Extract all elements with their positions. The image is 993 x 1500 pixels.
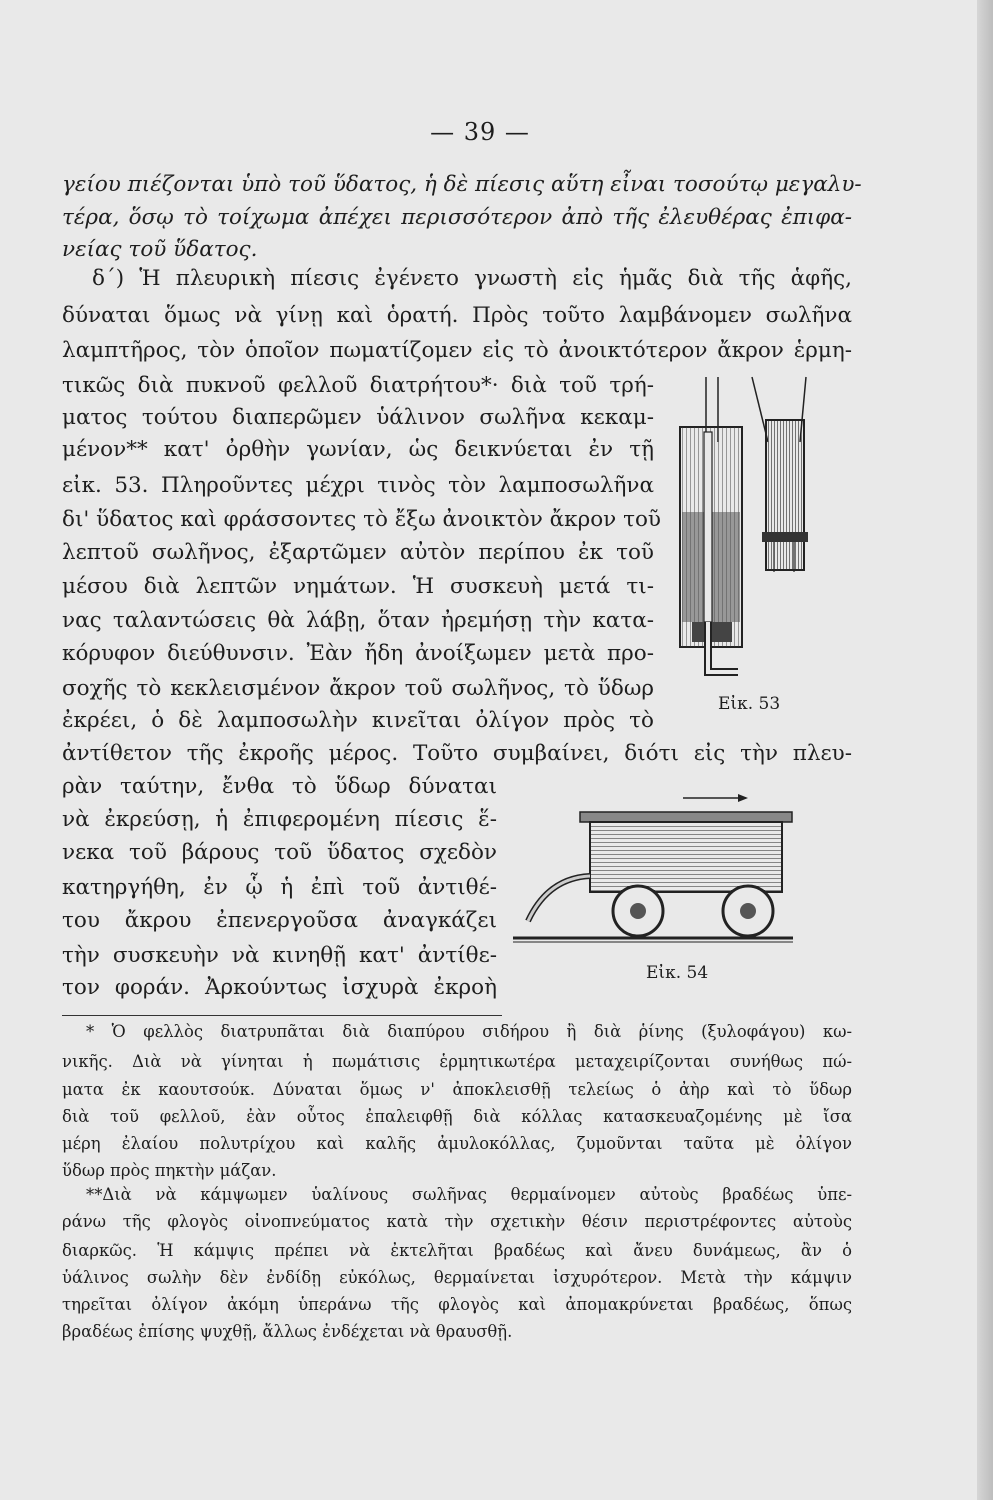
- footnote-line: * Ὁ φελλὸς διατρυπᾶται διὰ διαπύρου σιδήρου ἢ διὰ ῥίνης (ξυλοφάγου) κω-: [86, 1022, 852, 1041]
- body-line: δύναται ὅμως νὰ γίνῃ καὶ ὁρατή. Πρὸς τοῦτο λαμβάνομεν σωλῆνα: [62, 303, 852, 328]
- footnote-line: ματα ἐκ καουτσούκ. Δύναται ὅμως ν' ἀποκλεισθῇ τελείως ὁ ἀὴρ καὶ τὸ ὕδωρ: [62, 1080, 852, 1099]
- figure-54-caption: Εἰκ. 54: [646, 963, 709, 983]
- footnote-line: μέρη ἐλαίου πολυτρίχου καὶ καλῆς ἀμυλοκόλλας, ζυμοῦνται ταῦτα μὲ ὀλίγον: [62, 1134, 852, 1153]
- body-line: μέσου διὰ λεπτῶν νημάτων. Ἡ συσκευὴ μετά τι-: [62, 574, 654, 599]
- body-line: τικῶς διὰ πυκνοῦ φελλοῦ διατρήτου*· διὰ τοῦ τρή-: [62, 373, 654, 398]
- body-line: μένον** κατ' ὀρθὴν γωνίαν, ὡς δεικνύεται ἐν τῇ: [62, 437, 654, 462]
- body-line: ρὰν ταύτην, ἔνθα τὸ ὕδωρ δύναται: [62, 774, 497, 799]
- body-line: του ἄκρου ἐπενεργοῦσα ἀναγκάζει: [62, 908, 497, 933]
- body-line: νας ταλαντώσεις θὰ λάβῃ, ὅταν ἠρεμήσῃ τὴν κατα-: [62, 608, 654, 633]
- body-line: τὴν συσκευὴν νὰ κινηθῇ κατ' ἀντίθε-: [62, 943, 497, 968]
- body-line: ματος τούτου διαπερῶμεν ὑάλινον σωλῆνα κεκαμ-: [62, 405, 654, 430]
- body-line: νεκα τοῦ βάρους τοῦ ὕδατος σχεδὸν: [62, 840, 497, 865]
- body-line: τον φοράν. Ἀρκούντως ἰσχυρὰ ἐκροὴ: [62, 975, 497, 1000]
- footnote-line: διὰ τοῦ φελλοῦ, ἐὰν οὗτος ἐπαλειφθῇ διὰ κόλλας κατασκευαζομένης μὲ ἴσα: [62, 1107, 852, 1126]
- figure-54-illustration: [508, 786, 798, 951]
- footnote-line: νικῆς. Διὰ νὰ γίνηται ἡ πωμάτισις ἑρμητικωτέρα μεταχειρίζονται συνήθως πώ-: [62, 1052, 852, 1071]
- body-line: νείας τοῦ ὕδατος.: [62, 237, 258, 262]
- body-line: σοχῆς τὸ κεκλεισμένον ἄκρον τοῦ σωλῆνος, τὸ ὕδωρ: [62, 676, 654, 701]
- page-number: — 39 —: [430, 118, 530, 146]
- footnote-line: ράνω τῆς φλογὸς οἰνοπνεύματος κατὰ τὴν σχετικὴν θέσιν περιστρέφοντες αὐτοὺς: [62, 1212, 852, 1231]
- body-line: δι' ὕδατος καὶ φράσσοντες τὸ ἔξω ἀνοικτὸν ἄκρον τοῦ: [62, 507, 661, 532]
- body-line: ἐκρέει, ὁ δὲ λαμποσωλὴν κινεῖται ὀλίγον πρὸς τὸ: [62, 708, 654, 733]
- footnote-line: **Διὰ νὰ κάμψωμεν ὑαλίνους σωλῆνας θερμαίνομεν αὐτοὺς βραδέως ὑπε-: [86, 1185, 852, 1204]
- footnote-line: διαρκῶς. Ἡ κάμψις πρέπει νὰ ἐκτελῆται βραδέως καὶ ἄνευ δυνάμεως, ἂν ὁ: [62, 1241, 852, 1260]
- body-line: εἰκ. 53. Πληροῦντες μέχρι τινὸς τὸν λαμποσωλῆνα: [62, 473, 654, 498]
- body-line: δ΄) Ἡ πλευρικὴ πίεσις ἐγένετο γνωστὴ εἰς ἡμᾶς διὰ τῆς ἁφῆς,: [92, 266, 852, 291]
- body-line: γείου πιέζονται ὑπὸ τοῦ ὕδατος, ἡ δὲ πίεσις αὕτη εἶναι τοσούτῳ μεγαλυ-: [62, 172, 862, 197]
- footnote-line: ὑάλινος σωλὴν δὲν ἐνδίδῃ εὐκόλως, θερμαίνεται ἰσχυρότερον. Μετὰ τὴν κάμψιν: [62, 1268, 852, 1287]
- body-line: ἀντίθετον τῆς ἐκροῆς μέρος. Τοῦτο συμβαίνει, διότι εἰς τὴν πλευ-: [62, 741, 852, 766]
- body-line: κατηργήθη, ἐν ᾧ ἡ ἐπὶ τοῦ ἀντιθέ-: [62, 875, 497, 900]
- page-edge: [977, 0, 993, 1500]
- footnote-rule: [62, 1015, 502, 1016]
- figure-53-caption: Εἰκ. 53: [718, 694, 781, 714]
- body-line: κόρυφον διεύθυνσιν. Ἐὰν ἤδη ἀνοίξωμεν μετὰ προ-: [62, 641, 654, 666]
- figure-53-illustration: [666, 372, 816, 692]
- footnote-line: ὕδωρ πρὸς πηκτὴν μάζαν.: [62, 1161, 277, 1180]
- body-line: τέρα, ὅσῳ τὸ τοίχωμα ἀπέχει περισσότερον ἀπὸ τῆς ἐλευθέρας ἐπιφα-: [62, 205, 852, 230]
- body-line: λαμπτῆρος, τὸν ὁποῖον πωματίζομεν εἰς τὸ ἀνοικτότερον ἄκρον ἑρμη-: [62, 338, 852, 363]
- body-line: λεπτοῦ σωλῆνος, ἐξαρτῶμεν αὐτὸν περίπου ἐκ τοῦ: [62, 540, 654, 565]
- body-line: νὰ ἐκρεύσῃ, ἡ ἐπιφερομένη πίεσις ἕ-: [62, 807, 497, 832]
- footnote-line: τηρεῖται ὀλίγον ἀκόμη ὑπεράνω τῆς φλογὸς καὶ ἀπομακρύνεται βραδέως, ὅπως: [62, 1295, 852, 1314]
- footnote-line: βραδέως ἐπίσης ψυχθῇ, ἄλλως ἐνδέχεται νὰ θραυσθῇ.: [62, 1322, 513, 1341]
